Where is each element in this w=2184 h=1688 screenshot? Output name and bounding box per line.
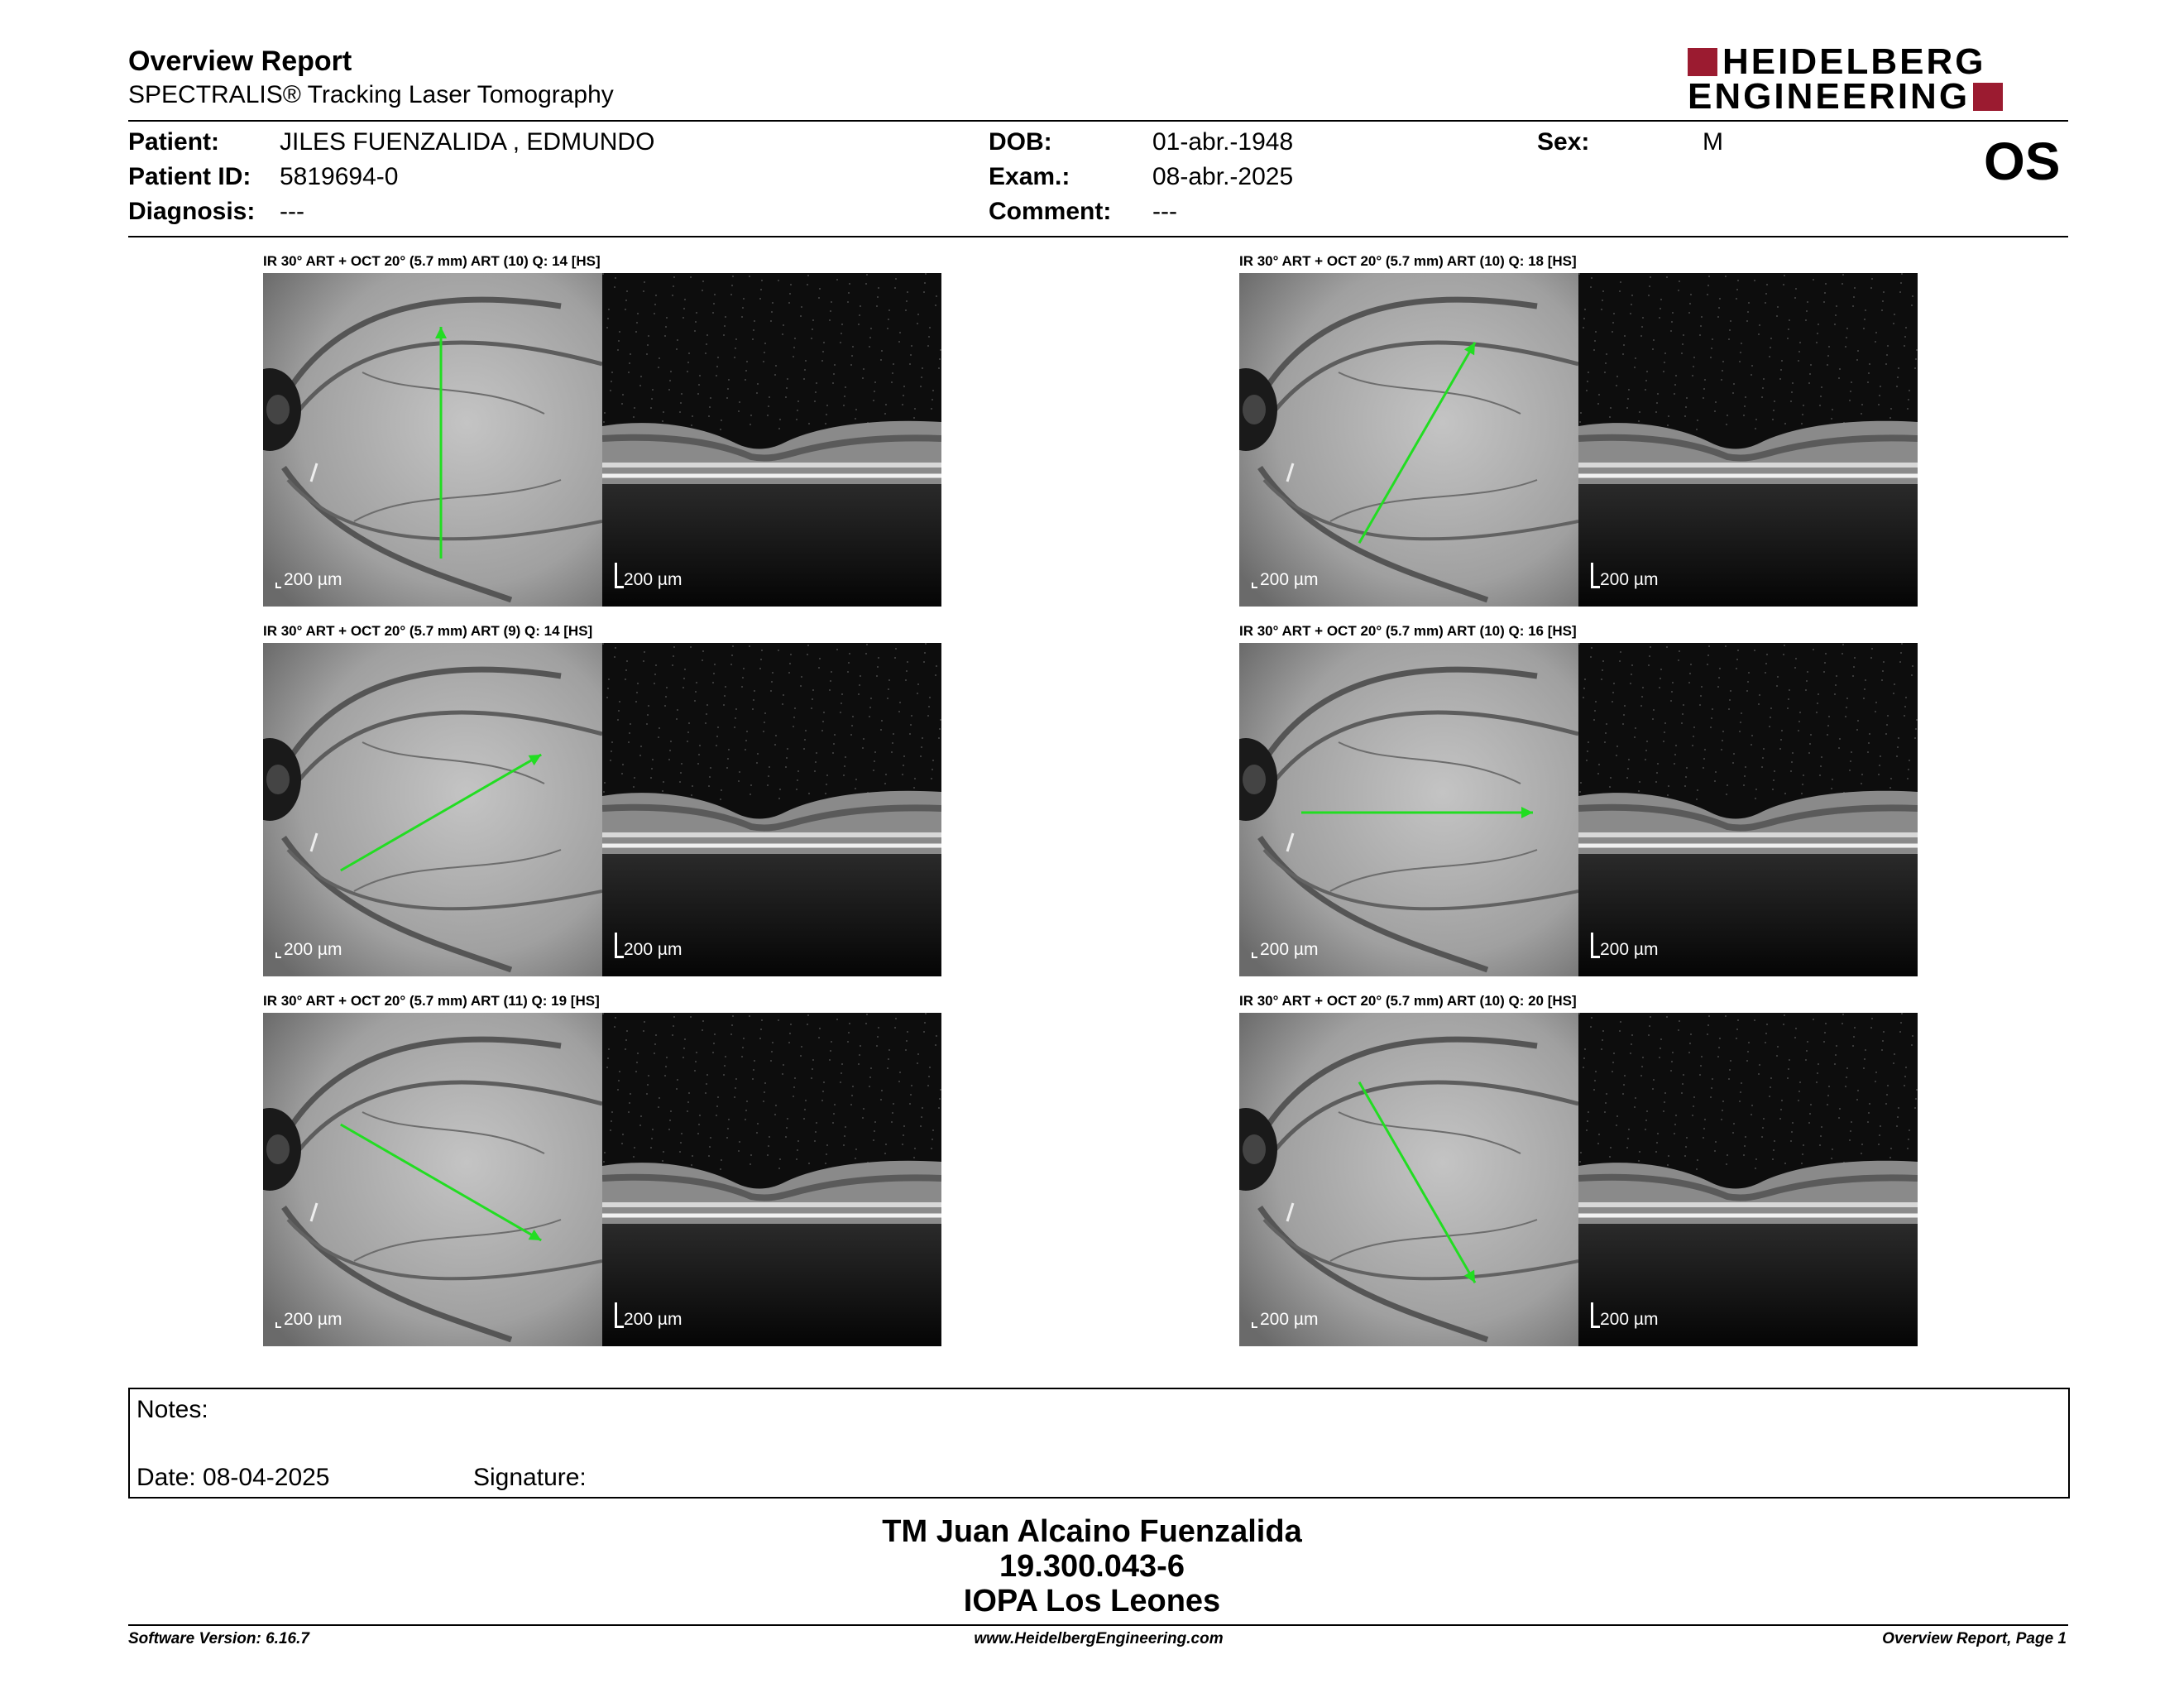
scale-bar-icon [615, 933, 624, 958]
comment-value: --- [1152, 198, 1177, 225]
exam-label: Exam.: [989, 163, 1070, 190]
scale-bar-icon [275, 1322, 281, 1328]
logo-text-line1: HEIDELBERG [1722, 41, 1986, 82]
panel-caption: IR 30° ART + OCT 20° (5.7 mm) ART (9) Q: 14 [HS] [263, 623, 593, 639]
logo-square-icon [1688, 48, 1717, 76]
comment-label: Comment: [989, 198, 1112, 225]
fundus-image[interactable] [1239, 1013, 1578, 1346]
notes-signature: Signature: [473, 1464, 587, 1491]
oct-bscan-image[interactable] [1578, 1013, 1918, 1346]
header-divider [128, 120, 2068, 122]
scan-panel [1239, 273, 1918, 607]
notes-label: Notes: [136, 1396, 208, 1423]
fundus-image[interactable] [1239, 273, 1578, 607]
panel-caption: IR 30° ART + OCT 20° (5.7 mm) ART (10) Q: 16 [HS] [1239, 623, 1577, 639]
panel-caption: IR 30° ART + OCT 20° (5.7 mm) ART (11) Q: 19 [HS] [263, 993, 600, 1009]
heidelberg-logo [1688, 41, 2068, 117]
scale-bar-icon [275, 583, 281, 588]
scale-bar-icon [1252, 1322, 1257, 1328]
report-title: Overview Report [128, 46, 352, 77]
scan-panel [263, 1013, 941, 1346]
notes-box [128, 1388, 2070, 1499]
eye-indicator: OS [1984, 132, 2061, 191]
fundus-image[interactable] [1239, 643, 1578, 976]
logo-text-line2: ENGINEERING [1688, 76, 1971, 117]
scale-bar-icon [615, 1302, 624, 1328]
dob-value: 01-abr.-1948 [1152, 128, 1294, 156]
footer-divider [128, 1624, 2068, 1626]
notes-date: Date: 08-04-2025 [136, 1464, 330, 1491]
panel-caption: IR 30° ART + OCT 20° (5.7 mm) ART (10) Q: 18 [HS] [1239, 253, 1577, 269]
patient-id-label: Patient ID: [128, 163, 251, 190]
diagnosis-label: Diagnosis: [128, 198, 256, 225]
signer-name: TM Juan Alcaino Fuenzalida [882, 1514, 1302, 1549]
scan-panel [263, 643, 941, 976]
diagnosis-value: --- [280, 198, 304, 225]
fundus-image[interactable] [263, 643, 602, 976]
fundus-scale-label: 200 µm [1260, 1310, 1319, 1329]
dob-label: DOB: [989, 128, 1052, 156]
sex-label: Sex: [1537, 128, 1590, 156]
report-subtitle: SPECTRALIS® Tracking Laser Tomography [128, 81, 614, 108]
oct-scale-label: 200 µm [1600, 1310, 1659, 1329]
scale-bar-icon [1252, 952, 1257, 958]
oct-bscan-image[interactable] [602, 643, 941, 976]
fundus-scale-label: 200 µm [1260, 940, 1319, 959]
oct-scale-label: 200 µm [1600, 570, 1659, 589]
oct-bscan-image[interactable] [1578, 643, 1918, 976]
oct-bscan-image[interactable] [1578, 273, 1918, 607]
fundus-scale-label: 200 µm [284, 940, 342, 959]
oct-scale-label: 200 µm [624, 570, 682, 589]
scale-bar-icon [1591, 933, 1600, 958]
scale-bar-icon [275, 952, 281, 958]
scale-bar-icon [1252, 583, 1257, 588]
page-number: Overview Report, Page 1 [1882, 1630, 2067, 1647]
panel-caption: IR 30° ART + OCT 20° (5.7 mm) ART (10) Q: 20 [HS] [1239, 993, 1577, 1009]
patient-name: JILES FUENZALIDA , EDMUNDO [280, 128, 655, 156]
fundus-scale-label: 200 µm [284, 570, 342, 589]
scale-bar-icon [615, 563, 624, 588]
fundus-image[interactable] [263, 273, 602, 607]
scan-panel [1239, 1013, 1918, 1346]
oct-bscan-image[interactable] [602, 1013, 941, 1346]
fundus-scale-label: 200 µm [1260, 570, 1319, 589]
software-version: Software Version: 6.16.7 [128, 1630, 309, 1647]
website-link[interactable]: www.HeidelbergEngineering.com [974, 1630, 1224, 1647]
signer-rut: 19.300.043-6 [999, 1549, 1185, 1584]
scale-bar-icon [1591, 563, 1600, 588]
patient-id: 5819694-0 [280, 163, 399, 190]
panel-caption: IR 30° ART + OCT 20° (5.7 mm) ART (10) Q: 14 [HS] [263, 253, 601, 269]
oct-bscan-image[interactable] [602, 273, 941, 607]
oct-scale-label: 200 µm [1600, 940, 1659, 959]
sex-value: M [1703, 128, 1723, 156]
patient-label: Patient: [128, 128, 220, 156]
exam-value: 08-abr.-2025 [1152, 163, 1294, 190]
oct-scale-label: 200 µm [624, 1310, 682, 1329]
fundus-image[interactable] [263, 1013, 602, 1346]
scan-panel [1239, 643, 1918, 976]
scale-bar-icon [1591, 1302, 1600, 1328]
scan-panel [263, 273, 941, 607]
oct-scale-label: 200 µm [624, 940, 682, 959]
logo-square-icon [1973, 83, 2003, 111]
signer-institution: IOPA Los Leones [963, 1584, 1221, 1618]
fundus-scale-label: 200 µm [284, 1310, 342, 1329]
info-divider [128, 236, 2068, 237]
